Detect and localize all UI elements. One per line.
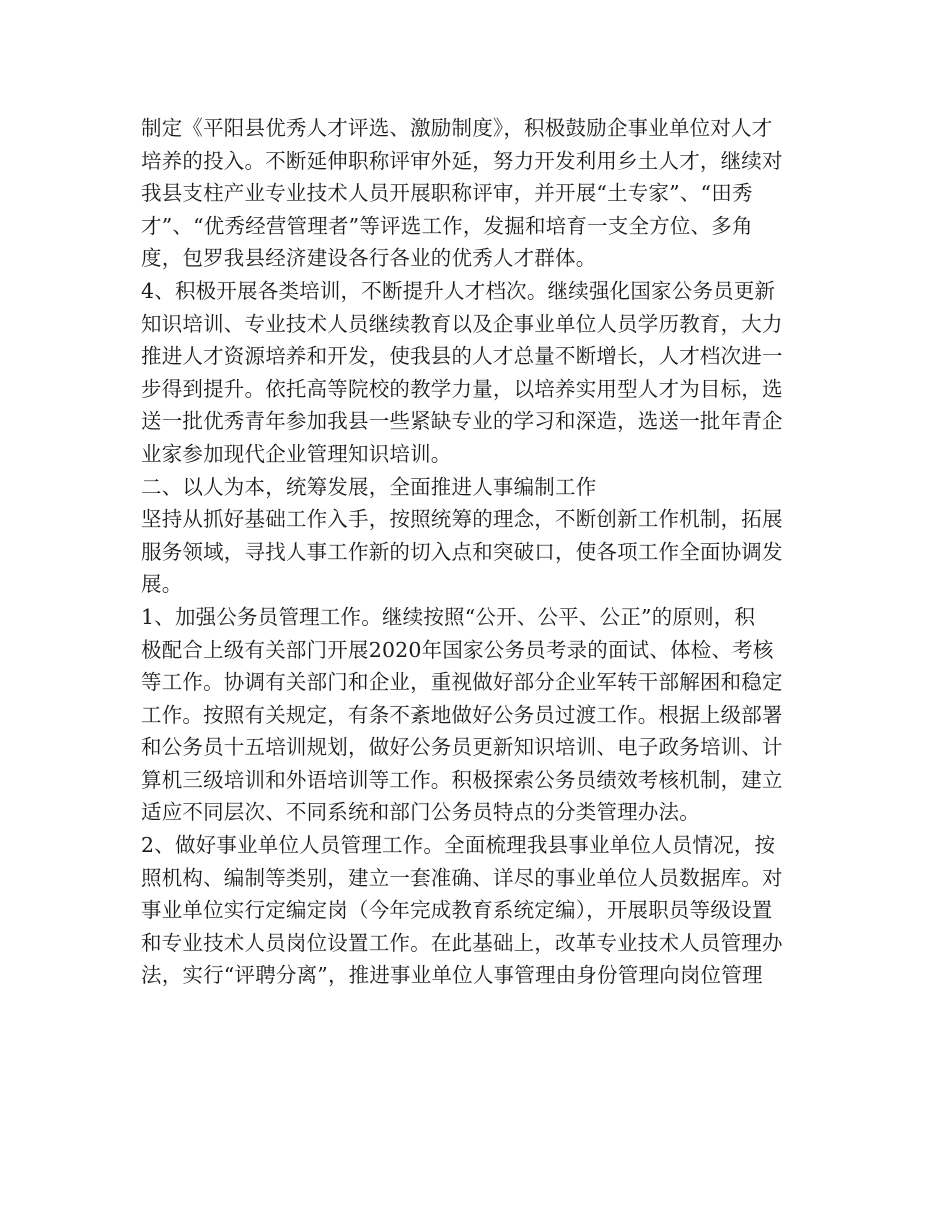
text-line: 知识培训、专业技术人员继续教育以及企事业单位人员学历教育，大力	[141, 311, 783, 336]
text-line: 度，包罗我县经济建设各行各业的优秀人才群体。	[141, 246, 597, 271]
text-line: 制定《平阳县优秀人才评选、激励制度》，积极鼓励企事业单位对人才	[141, 116, 773, 140]
section-heading: 二、以人为本，统筹发展，全面推进人事编制工作	[141, 474, 597, 499]
text-line: 我县支柱产业专业技术人员开展职称评审，并开展“土专家”、“田秀	[141, 181, 753, 206]
text-line: 坚持从抓好基础工作入手，按照统筹的理念，不断创新工作机制，拓展	[141, 507, 783, 532]
text-line: 4、积极开展各类培训，不断提升人才档次。继续强化国家公务员更新	[141, 278, 776, 303]
text-line: 极配合上级有关部门开展2020年国家公务员考录的面试、体检、考核	[141, 637, 774, 662]
text-line: 事业单位实行定编定岗（今年完成教育系统定编），开展职员等级设置	[141, 898, 773, 923]
text-line: 推进人才资源培养和开发，使我县的人才总量不断增长，人才档次进一	[141, 344, 783, 369]
text-line: 才”、“优秀经营管理者”等评选工作，发掘和培育一支全方位、多角	[141, 213, 753, 238]
text-line: 服务领域，寻找人事工作新的切入点和突破口，使各项工作全面协调发	[141, 539, 783, 564]
text-line: 送一批优秀青年参加我县一些紧缺专业的学习和深造，选送一批年青企	[141, 409, 783, 434]
text-line: 和专业技术人员岗位设置工作。在此基础上，改革专业技术人员管理办	[141, 930, 783, 955]
text-line: 2、做好事业单位人员管理工作。全面梳理我县事业单位人员情况，按	[141, 833, 776, 858]
text-line: 算机三级培训和外语培训等工作。积极探索公务员绩效考核机制，建立	[141, 767, 783, 792]
text-line: 步得到提升。依托高等院校的教学力量，以培养实用型人才为目标，选	[141, 376, 783, 401]
text-line: 工作。按照有关规定，有条不紊地做好公务员过渡工作。根据上级部署	[141, 702, 783, 727]
text-line: 等工作。协调有关部门和企业，重视做好部分企业军转干部解困和稳定	[141, 670, 783, 695]
text-line: 照机构、编制等类别，建立一套准确、详尽的事业单位人员数据库。对	[141, 865, 783, 890]
text-line: 法，实行“评聘分离”，推进事业单位人事管理由身份管理向岗位管理	[141, 963, 763, 988]
text-line: 培养的投入。不断延伸职称评审外延，努力开发利用乡土人才，继续对	[141, 148, 783, 173]
document-body	[141, 112, 813, 992]
text-line: 1、加强公务员管理工作。继续按照“公开、公平、公正”的原则，积	[141, 604, 756, 629]
text-line: 业家参加现代企业管理知识培训。	[141, 441, 452, 466]
text-line: 和公务员十五培训规划，做好公务员更新知识培训、电子政务培训、计	[141, 735, 783, 760]
text-line: 展。	[141, 572, 183, 597]
text-line: 适应不同层次、不同系统和部门公务员特点的分类管理办法。	[141, 800, 700, 825]
